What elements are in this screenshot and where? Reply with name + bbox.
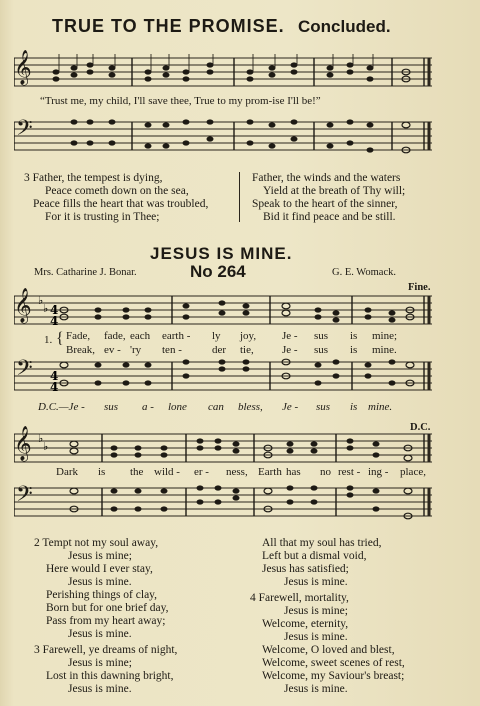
treble-staff-1: [14, 54, 434, 88]
song1-lyric-line: “Trust me, my child, I'll save thee, True to my prom-ise I'll be!”: [40, 95, 321, 107]
line3-w10: rest -: [338, 466, 361, 478]
dc-w2: sus: [104, 401, 119, 413]
line2-w3: 'ry: [130, 344, 142, 356]
verse2-line5: Perishing things of clay,: [46, 589, 158, 601]
line2-w8: sus: [314, 344, 329, 356]
fine-mark: Fine.: [408, 282, 431, 293]
verse4-line3: Welcome, eternity,: [262, 618, 349, 630]
line1-w1: Fade,: [66, 330, 91, 342]
song1-verse3-line6: Yield at the breath of Thy will;: [263, 185, 406, 197]
bass-staff-1: [14, 118, 434, 156]
treble-staff-2: [14, 292, 434, 328]
line3-w12: place,: [400, 466, 426, 478]
line1-w2: fade,: [104, 330, 126, 342]
line3-w9: no: [320, 466, 331, 478]
line1-w4: earth -: [162, 330, 191, 342]
svg-text:♭: ♭: [38, 294, 44, 307]
verse-number-1: 1.: [44, 334, 53, 346]
dc-w7: Je -: [282, 401, 299, 413]
verse2-line9: All that my soul has tried,: [262, 537, 382, 549]
line3-w2: is: [98, 466, 106, 478]
treble-clef-icon-3: 𝄞: [14, 426, 32, 461]
line1-w10: mine;: [372, 330, 398, 342]
treble-staff-3: [14, 430, 434, 466]
svg-text:♭: ♭: [43, 302, 49, 315]
svg-text:4: 4: [50, 380, 59, 394]
line2-w7: Je -: [282, 344, 298, 356]
svg-text:4: 4: [50, 369, 59, 383]
verse4-line5: Welcome, O loved and blest,: [262, 644, 395, 656]
line2-w2: ev -: [104, 344, 121, 356]
line2-w1: Break,: [66, 344, 96, 356]
song1-verse3-line4: For it is trusting in Thee;: [45, 211, 160, 223]
verse4-line7: Welcome, my Saviour's breast;: [262, 670, 405, 682]
svg-text:4: 4: [50, 303, 59, 317]
verse2-line10: Left but a dismal void,: [262, 550, 367, 562]
hymn-number: No 264: [190, 262, 246, 281]
verse2-line4: Jesus is mine.: [68, 576, 132, 588]
line3-w5: er -: [194, 466, 209, 478]
treble-clef-icon-2: 𝄞: [14, 288, 32, 323]
bass-staff-3: [14, 484, 434, 520]
line3-w7: Earth: [258, 466, 282, 478]
line1-w6: joy,: [240, 330, 257, 342]
line3-w4: wild -: [154, 466, 180, 478]
svg-text:4: 4: [50, 314, 59, 328]
dc-w1: D.C.—Je -: [38, 401, 85, 413]
line3-w3: the: [130, 466, 144, 478]
verse2-line7: Pass from my heart away;: [46, 615, 166, 627]
svg-text:♭: ♭: [43, 440, 49, 453]
verse2-line11: Jesus has satisfied;: [262, 563, 349, 575]
composer-credit: G. E. Womack.: [332, 267, 396, 278]
dc-w6: bless,: [238, 401, 263, 413]
verse2-line3: Here would I ever stay,: [46, 563, 153, 575]
verse3-line1: 3 Farewell, ye dreams of night,: [34, 644, 178, 656]
dc-mark: D.C.: [410, 422, 431, 433]
author-credit: Mrs. Catharine J. Bonar.: [34, 267, 137, 278]
verse4-line1: 4 Farewell, mortality,: [250, 592, 349, 604]
line2-w10: mine.: [372, 344, 397, 356]
verse2-line8: Jesus is mine.: [68, 628, 132, 640]
bass-clef-icon-2: 𝄢: [16, 356, 33, 386]
verse4-line2: Jesus is mine;: [284, 605, 348, 617]
verse4-line6: Welcome, sweet scenes of rest,: [262, 657, 405, 669]
line1-w8: sus: [314, 330, 329, 342]
line2-w5: der: [212, 344, 227, 356]
dc-w4: lone: [168, 401, 187, 413]
line1-w5: ly: [212, 330, 221, 342]
bass-clef-icon-3: 𝄢: [16, 482, 33, 512]
verse3-line4: Jesus is mine.: [68, 683, 132, 695]
verse2-line1: 2 Tempt not my soul away,: [34, 537, 159, 549]
song-title-jesus-is-mine: JESUS IS MINE.: [150, 244, 293, 263]
dc-w5: can: [208, 401, 224, 413]
line3-w8: has: [286, 466, 301, 478]
bass-staff-2: [14, 358, 434, 394]
song1-verse3-line1: 3 Father, the tempest is dying,: [24, 172, 163, 184]
song1-verse3-line2: Peace cometh down on the sea,: [45, 185, 189, 197]
svg-text:♭: ♭: [38, 432, 44, 445]
verse2-line6: Born but for one brief day,: [46, 602, 169, 614]
line1-w7: Je -: [282, 330, 298, 342]
brace-icon: {: [56, 330, 64, 347]
dc-w9: is: [350, 401, 358, 413]
verse2-line12: Jesus is mine.: [284, 576, 348, 588]
line3-w1: Dark: [56, 466, 78, 478]
verse4-line8: Jesus is mine.: [284, 683, 348, 695]
verse2-line2: Jesus is mine;: [68, 550, 132, 562]
line2-w6: tie,: [240, 344, 254, 356]
line2-w9: is: [350, 344, 358, 356]
line1-w9: is: [350, 330, 358, 342]
line3-w11: ing -: [368, 466, 389, 478]
dc-w10: mine.: [368, 401, 393, 413]
verse-divider: [239, 172, 240, 222]
dc-w3: a -: [142, 401, 154, 413]
line2-w4: ten -: [162, 344, 182, 356]
verse3-line3: Lost in this dawning bright,: [46, 670, 174, 682]
concluded-label: Concluded.: [298, 17, 391, 36]
song1-verse3-line7: Speak to the heart of the sinner,: [252, 198, 398, 210]
song1-verse3-line8: Bid it find peace and be still.: [263, 211, 396, 223]
bass-clef-icon: 𝄢: [16, 116, 33, 146]
verse3-line2: Jesus is mine;: [68, 657, 132, 669]
verse4-line4: Jesus is mine.: [284, 631, 348, 643]
dc-w8: sus: [316, 401, 331, 413]
line1-w3: each: [130, 330, 151, 342]
treble-clef-icon: 𝄞: [14, 50, 32, 85]
song1-verse3-line5: Father, the winds and the waters: [252, 172, 401, 184]
song1-verse3-line3: Peace fills the heart that was troubled,: [33, 198, 209, 210]
song-title-true-to-the-promise: TRUE TO THE PROMISE.: [52, 16, 285, 36]
line3-w6: ness,: [226, 466, 248, 478]
